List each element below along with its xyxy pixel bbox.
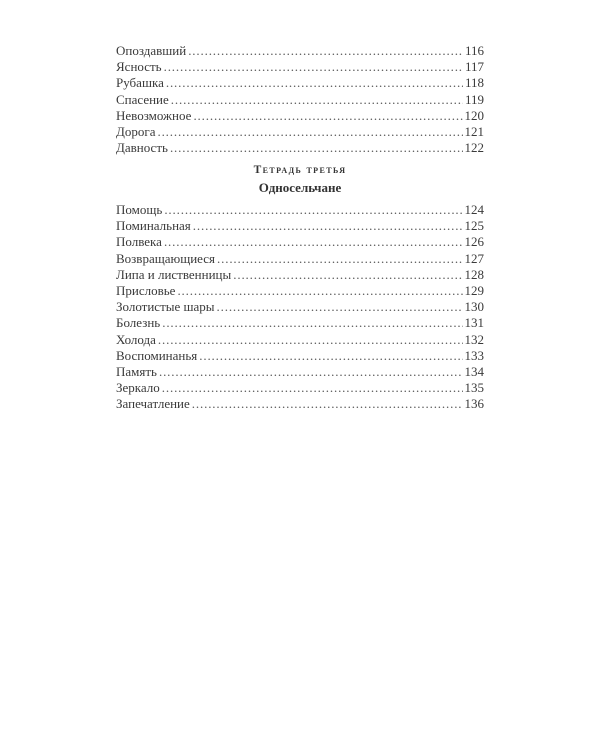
toc-entry-title: Память: [116, 363, 157, 379]
dot-leader: [162, 380, 463, 396]
toc-entry: [116, 43, 484, 59]
toc-entry: [116, 348, 484, 364]
toc-entry-page: 122: [464, 140, 484, 156]
dot-leader: [164, 59, 463, 75]
toc-entry-title: Поминальная: [116, 218, 191, 234]
toc-list-part1: [116, 43, 484, 156]
toc-entry: [116, 202, 484, 218]
toc-entry: [116, 396, 484, 412]
dot-leader: [193, 108, 462, 124]
section-label: Тетрадь третья: [253, 164, 347, 176]
toc-list-part2: [116, 202, 484, 412]
dot-leader: [157, 124, 462, 140]
toc-entry-title: Липа и лиственницы: [116, 266, 232, 282]
toc-entry-title: Опоздавший: [116, 43, 187, 58]
toc-entry-page: 117: [464, 59, 484, 75]
toc-entry-title: Холода: [116, 331, 156, 347]
toc-entry-page: 128: [464, 266, 484, 282]
toc-entry: [116, 267, 484, 283]
toc-entry-page: 124: [464, 202, 484, 217]
dot-leader: [193, 218, 463, 234]
dot-leader: [177, 283, 462, 299]
toc-entry-page: 120: [464, 107, 484, 123]
dot-leader: [159, 364, 463, 380]
toc-entry-title: Воспоминанья: [116, 347, 198, 363]
toc-entry-page: 133: [464, 347, 484, 363]
toc-entry-page: 129: [464, 282, 484, 298]
toc-entry-page: 126: [464, 234, 484, 250]
toc-entry-title: Полвека: [116, 234, 162, 250]
toc-entry-title: Дорога: [116, 123, 156, 139]
dot-leader: [217, 251, 462, 267]
toc-entry-title: Присловье: [116, 282, 176, 298]
toc-entry-title: Болезнь: [116, 315, 161, 331]
toc-entry-page: 116: [464, 43, 484, 58]
toc-entry: [116, 92, 484, 108]
dot-leader: [217, 299, 463, 315]
toc-entry: [116, 124, 484, 140]
toc-entry-page: 125: [464, 218, 484, 234]
dot-leader: [164, 202, 462, 218]
dot-leader: [171, 92, 463, 108]
toc-entry-title: Возвращающиеся: [116, 250, 216, 266]
toc-entry-page: 119: [464, 91, 484, 107]
dot-leader: [233, 267, 462, 283]
dot-leader: [164, 234, 463, 250]
toc-entry-title: Спасение: [116, 91, 169, 107]
toc-entry-title: Невозможное: [116, 107, 192, 123]
toc-entry-page: 118: [464, 75, 484, 91]
toc-entry-page: 130: [464, 299, 484, 315]
toc-entry: [116, 380, 484, 396]
dot-leader: [199, 348, 462, 364]
dot-leader: [166, 75, 463, 91]
toc-entry: [116, 218, 484, 234]
dot-leader: [192, 396, 463, 412]
toc-entry-page: 121: [464, 123, 484, 139]
toc-entry-page: 131: [464, 315, 484, 331]
toc-entry: [116, 364, 484, 380]
toc-entry-page: 132: [464, 331, 484, 347]
toc-entry-page: 135: [464, 380, 484, 396]
toc-entry: [116, 283, 484, 299]
toc-entry-title: Помощь: [116, 202, 163, 217]
toc-entry-title: Зеркало: [116, 380, 160, 396]
toc-entry: [116, 108, 484, 124]
toc-entry: [116, 59, 484, 75]
toc-entry-title: Запечатление: [116, 396, 190, 412]
toc-entry-page: 134: [464, 363, 484, 379]
toc-entry-page: 136: [464, 396, 484, 412]
dot-leader: [158, 332, 463, 348]
toc-entry: [116, 299, 484, 315]
toc-entry-title: Золотистые шары: [116, 299, 215, 315]
toc-entry-page: 127: [464, 250, 484, 266]
toc-entry: [116, 75, 484, 91]
dot-leader: [170, 140, 463, 156]
toc-entry: [116, 140, 484, 156]
toc-entry-title: Давность: [116, 140, 168, 156]
dot-leader: [162, 315, 462, 331]
toc-entry-title: Рубашка: [116, 75, 164, 91]
toc-entry: [116, 234, 484, 250]
toc-entry: [116, 251, 484, 267]
section-title: Односельчане: [258, 180, 342, 195]
toc-entry-title: Ясность: [116, 59, 162, 75]
toc-entry: [116, 332, 484, 348]
dot-leader: [188, 43, 463, 59]
toc-entry: [116, 315, 484, 331]
